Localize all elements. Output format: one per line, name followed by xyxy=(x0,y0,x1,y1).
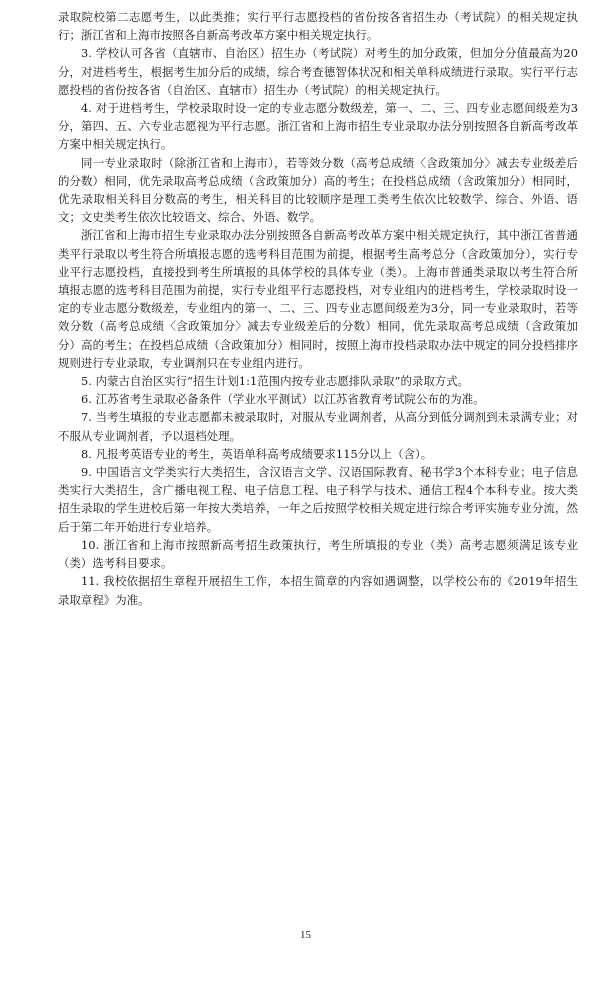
paragraph-item-9: 9. 中国语言文学类实行大类招生，含汉语言文学、汉语国际教育、秘书学3个本科专业；电子信息类实行大类招生，含广播电视工程、电子信息工程、电子科学与技术、通信工程4个本科专业。按大类招生录取的学生进校后第一年按大类培养，一年之后按照学校相关规定进行综合考评实施专业分流，然后于第二年开始进行专业培养。 xyxy=(58,465,578,534)
paragraph-item-10: 10. 浙江省和上海市按照新高考招生政策执行，考生所填报的专业（类）高考志愿须满足该专业（类）选考科目要求。 xyxy=(58,537,578,571)
page-number: 15 xyxy=(300,929,311,941)
paragraph-item-8: 8. 凡报考英语专业的考生，英语单科高考成绩要求115分以上（含）。 xyxy=(81,446,433,461)
paragraph-item-11: 11. 我校依据招生章程开展招生工作，本招生简章的内容如遇调整，以学校公布的《2019年招生录取章程》为准。 xyxy=(58,574,578,607)
paragraph-same-major-rule: 同一专业录取时（除浙江省和上海市），若等效分数（高考总成绩〈含政策加分〉减去专业级差后的分数）相同，优先录取高考总成绩（含政策加分）高的考生；在投档总成绩（含政策加分）相同时，优先录取相关科目分数高的考生，相关科目的比较顺序是理工类考生依次比较数学、综合、外语、语文；文史类考生依次比较语文、综合、外语、数学。 xyxy=(58,155,578,225)
paragraph-item-5: 5. 内蒙古自治区实行“招生计划1:1范围内按专业志愿排队录取”的录取方式。 xyxy=(81,374,470,389)
paragraph-continuation: 录取院校第二志愿考生，以此类推；实行平行志愿投档的省份按各省招生办（考试院）的相关规定执行；浙江省和上海市按照各自新高考改革方案中相关规定执行。 xyxy=(58,10,578,43)
paragraph-item-6: 6. 江苏省考生录取必备条件（学业水平测试）以江苏省教育考试院公布的为准。 xyxy=(81,392,485,407)
paragraph-item-7: 7. 当考生填报的专业志愿都未被录取时，对服从专业调剂者，从高分到低分调剂到未录满专业；对不服从专业调剂者，予以退档处理。 xyxy=(58,410,578,443)
paragraph-item-4: 4. 对于进档考生，学校录取时设一定的专业志愿分数级差，第一、二、三、四专业志愿间级差为3分，第四、五、六专业志愿视为平行志愿。浙江省和上海市招生专业录取办法分别按照各自新高考改革方案中相关规定执行。 xyxy=(58,101,578,152)
paragraph-zhejiang-shanghai-rule: 浙江省和上海市招生专业录取办法分别按照各自新高考改革方案中相关规定执行，其中浙江省普通类平行录取以考生符合所填报志愿的选考科目范围为前提，根据考生高考总分（含政策加分），实行专业平行志愿投档，直接投到考生所填报的具体学校的具体专业（类）。上海市普通类录取以考生符合所填报志愿的选考科目范围为前提，实行专业组平行志愿投档，对专业组内的进档考生，学校录取时设一定的专业志愿分数级差，专业组内的第一、二、三、四专业志愿间级差为3分，同一专业录取时，若等效分数（高考总成绩〈含政策加分〉减去专业级差后的分数）相同，优先录取高考总成绩（含政策加分）高的考生；在投档总成绩（含政策加分）相同时，按照上海市投档录取办法中规定的同分投档排序规则进行专业录取，专业调剂只在专业组内进行。 xyxy=(58,228,578,370)
document-body xyxy=(58,8,578,609)
paragraph-item-3: 3. 学校认可各省（直辖市、自治区）招生办（考试院）对考生的加分政策，但加分分值最高为20分，对进档考生，根据考生加分后的成绩，综合考查德智体状况和相关单科成绩进行录取。实行平行志愿投档的省份按各省（自治区、直辖市）招生办（考试院）的相关规定执行。 xyxy=(58,46,578,97)
